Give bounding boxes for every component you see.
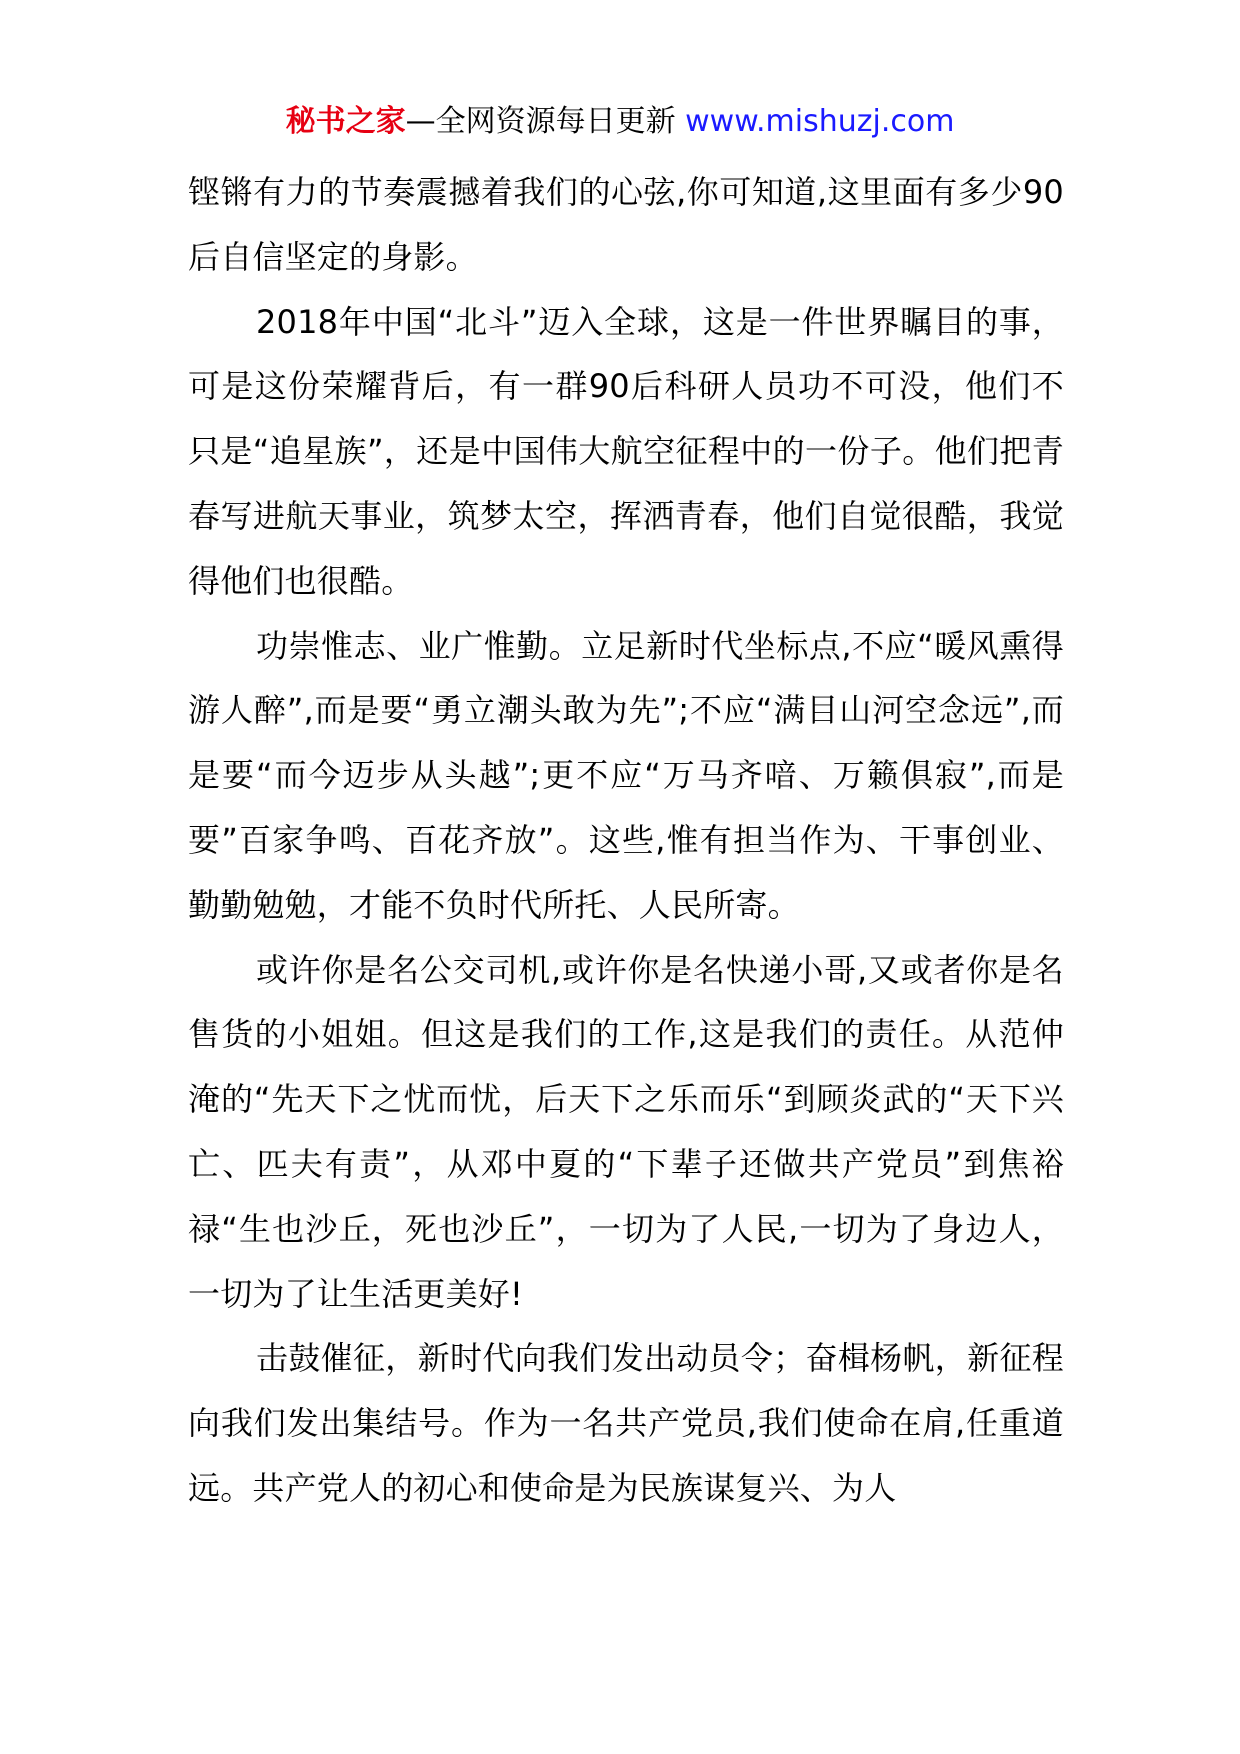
- paragraph-continuation: 铿锵有力的节奏震撼着我们的心弦,你可知道,这里面有多少90后自信坚定的身影。: [188, 173, 1064, 276]
- paragraph-responsibility: 或许你是名公交司机,或许你是名快递小哥,又或者你是名售货的小姐姐。但这是我们的工作,这是我们的责任。从范仲淹的“先天下之忧而忧，后天下之乐而乐“到顾炎武的“天下兴亡、匹夫有责”，从邓中夏的“下辈子还做共产党员”到焦裕禄“生也沙丘，死也沙丘”，一切为了人民,一切为了身边人，一切为了让生活更美好!: [188, 950, 1064, 1313]
- site-url-link[interactable]: www.mishuzj.com: [685, 104, 955, 139]
- brand-name: 秘书之家: [285, 104, 406, 139]
- paragraph-mission: 击鼓催征，新时代向我们发出动员令；奋楫杨帆，新征程向我们发出集结号。作为一名共产党员,我们使命在肩,任重道远。共产党人的初心和使命是为民族谋复兴、为人: [188, 1339, 1064, 1507]
- document-body: [188, 160, 1064, 1521]
- paragraph-new-era: 功崇惟志、业广惟勤。立足新时代坐标点,不应“暖风熏得游人醉”,而是要“勇立潮头敢为先”;不应“满目山河空念远”,而是要“而今迈步从头越”;更不应“万马齐喑、万籁俱寂”,而是要”百家争鸣、百花齐放”。这些,惟有担当作为、干事创业、勤勤勉勉，才能不负时代所托、人民所寄。: [188, 626, 1064, 924]
- site-header: [0, 102, 1240, 142]
- header-tagline: —全网资源每日更新: [405, 104, 676, 139]
- paragraph-beidou: 2018年中国“北斗”迈入全球，这是一件世界瞩目的事，可是这份荣耀背后，有一群90后科研人员功不可没，他们不只是“追星族”，还是中国伟大航空征程中的一份子。他们把青春写进航天事业，筑梦太空，挥洒青春，他们自觉很酷，我觉得他们也很酷。: [188, 302, 1064, 600]
